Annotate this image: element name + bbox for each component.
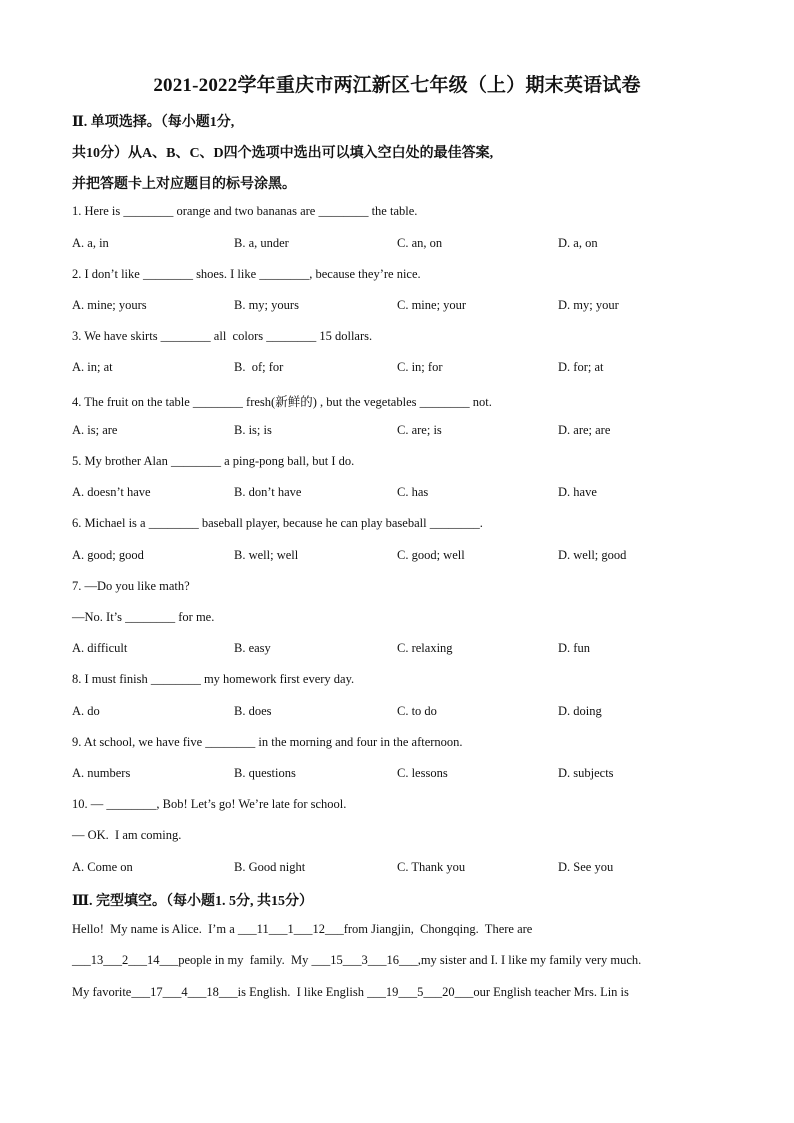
question-6-stem: 6. Michael is a ________ baseball player, because he can play baseball ________. <box>72 516 483 530</box>
question-1-option-d: D. a, on <box>558 236 598 250</box>
question-1-option-a: A. a, in <box>72 236 109 250</box>
question-7-option-d: D. fun <box>558 641 590 655</box>
question-3-option-a: A. in; at <box>72 360 113 374</box>
question-4-option-b: B. is; is <box>234 423 272 437</box>
question-10-option-d: D. See you <box>558 860 614 874</box>
question-2-stem: 2. I don’t like ________ shoes. I like ________, because they’re nice. <box>72 267 421 281</box>
question-5-option-b: B. don’t have <box>234 485 302 499</box>
question-9-option-c: C. lessons <box>397 766 448 780</box>
question-8-option-c: C. to do <box>397 704 437 718</box>
question-4-option-d: D. are; are <box>558 423 611 437</box>
question-10-option-b: B. Good night <box>234 860 306 874</box>
question-4-option-a: A. is; are <box>72 423 118 437</box>
cloze-line-2: ___13___2___14___people in my family. My ___15___3___16___,my sister and I. I like my family very much. <box>72 953 642 967</box>
question-5-option-a: A. doesn’t have <box>72 485 151 499</box>
question-4-stem: 4. The fruit on the table ________ fresh(新鲜的) , but the vegetables ________ not. <box>72 395 492 409</box>
question-6-option-b: B. well; well <box>234 548 299 562</box>
question-2-option-c: C. mine; your <box>397 298 467 312</box>
question-6-option-a: A. good; good <box>72 548 144 562</box>
question-10-option-a: A. Come on <box>72 860 133 874</box>
question-5-option-d: D. have <box>558 485 597 499</box>
question-3-stem: 3. We have skirts ________ all colors ________ 15 dollars. <box>72 329 373 343</box>
question-6-option-c: C. good; well <box>397 548 465 562</box>
question-8-stem: 8. I must finish ________ my homework first every day. <box>72 672 355 686</box>
section2-heading-line3: 并把答题卡上对应题目的标号涂黑。 <box>72 177 296 192</box>
section2-heading-line2: 共10分）从A、B、C、D四个选项中选出可以填入空白处的最佳答案, <box>72 146 494 161</box>
question-6-option-d: D. well; good <box>558 548 627 562</box>
section3-heading: Ⅲ. 完型填空。（每小题1. 5分, 共15分） <box>72 894 314 909</box>
question-10-stem-line2: — OK. I am coming. <box>72 828 182 842</box>
question-7-stem-line2: —No. It’s ________ for me. <box>72 610 215 624</box>
question-7-option-a: A. difficult <box>72 641 128 655</box>
question-2-option-d: D. my; your <box>558 298 619 312</box>
question-5-option-c: C. has <box>397 485 429 499</box>
question-8-option-a: A. do <box>72 704 100 718</box>
question-1-option-b: B. a, under <box>234 236 289 250</box>
section2-heading-line1: Ⅱ. 单项选择。（每小题1分, <box>72 115 235 130</box>
question-7-option-c: C. relaxing <box>397 641 453 655</box>
question-1-option-c: C. an, on <box>397 236 443 250</box>
question-7-stem: 7. —Do you like math? <box>72 579 190 593</box>
question-3-option-d: D. for; at <box>558 360 604 374</box>
question-9-option-a: A. numbers <box>72 766 131 780</box>
question-2-option-a: A. mine; yours <box>72 298 147 312</box>
question-2-option-b: B. my; yours <box>234 298 299 312</box>
question-9-option-b: B. questions <box>234 766 296 780</box>
question-8-option-b: B. does <box>234 704 272 718</box>
question-10-option-c: C. Thank you <box>397 860 466 874</box>
question-9-option-d: D. subjects <box>558 766 614 780</box>
question-7-option-b: B. easy <box>234 641 271 655</box>
question-4-option-c: C. are; is <box>397 423 442 437</box>
question-3-option-c: C. in; for <box>397 360 443 374</box>
exam-title: 2021-2022学年重庆市两江新区七年级（上）期末英语试卷 <box>153 75 641 96</box>
question-1-stem: 1. Here is ________ orange and two bananas are ________ the table. <box>72 204 418 218</box>
question-8-option-d: D. doing <box>558 704 602 718</box>
question-3-option-b: B. of; for <box>234 360 284 374</box>
question-5-stem: 5. My brother Alan ________ a ping-pong ball, but I do. <box>72 454 355 468</box>
question-9-stem: 9. At school, we have five ________ in the morning and four in the afternoon. <box>72 735 463 749</box>
question-10-stem: 10. — ________, Bob! Let’s go! We’re late for school. <box>72 797 347 811</box>
cloze-line-1: Hello! My name is Alice. I’m a ___11___1___12___from Jiangjin, Chongqing. There are <box>72 922 533 936</box>
cloze-line-3: My favorite___17___4___18___is English. I like English ___19___5___20___our English teacher Mrs. Lin is <box>72 985 629 999</box>
